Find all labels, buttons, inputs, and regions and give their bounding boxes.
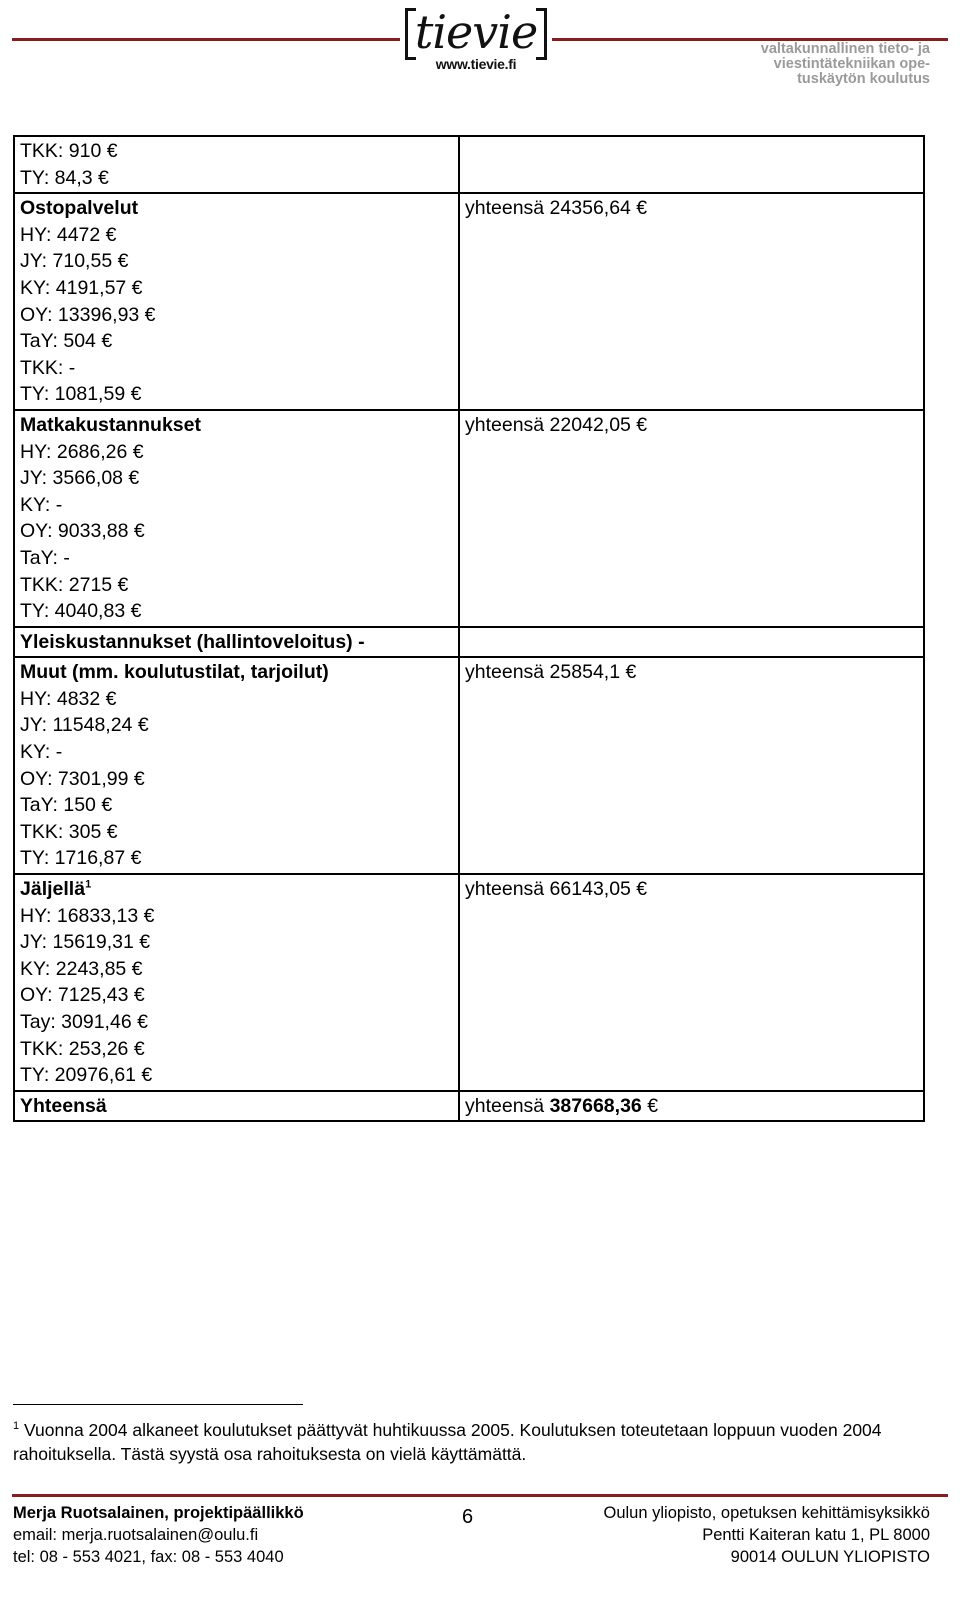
footer-address xyxy=(604,1502,931,1568)
total-value-cell: yhteensä 387668,36 € xyxy=(459,1091,924,1122)
cell-left: Muut (mm. koulutustilat, tarjoilut) HY: 4832 € JY: 11548,24 € KY: - OY: 7301,99 € TaY: 150 € TKK: 305 € TY: 1716,87 € xyxy=(14,657,459,874)
cell-right xyxy=(459,627,924,658)
cell-right: yhteensä 66143,05 € xyxy=(459,874,924,1091)
table-row xyxy=(14,874,924,1091)
page-number: 6 xyxy=(462,1506,474,1528)
cell-right: yhteensä 22042,05 € xyxy=(459,410,924,627)
footer-org: Oulun yliopisto, opetuksen kehittämisyksikkö xyxy=(603,1504,930,1522)
budget-table xyxy=(13,135,925,1122)
footer-street: Pentti Kaiteran katu 1, PL 8000 xyxy=(702,1526,930,1544)
logo-url[interactable]: www.tievie.fi xyxy=(435,56,517,72)
row-heading: Yleiskustannukset (hallintoveloitus) - xyxy=(20,630,365,653)
table-row xyxy=(14,627,924,658)
table-row xyxy=(14,657,924,874)
footer-name: Merja Ruotsalainen, projektipäällikkö xyxy=(13,1504,304,1522)
tievie-logo[interactable] xyxy=(400,6,552,72)
table-row xyxy=(14,410,924,627)
footnote-mark: 1 xyxy=(13,1420,20,1433)
footer-contact xyxy=(13,1502,304,1568)
footnote-ref[interactable]: 1 xyxy=(85,878,92,891)
cell-left: Matkakustannukset HY: 2686,26 € JY: 3566,08 € KY: - OY: 9033,88 € TaY: - TKK: 2715 € TY: 4040,83 € xyxy=(14,410,459,627)
row-heading: Muut (mm. koulutustilat, tarjoilut) xyxy=(20,661,329,684)
footnote xyxy=(13,1418,929,1466)
cell-right: yhteensä 25854,1 € xyxy=(459,657,924,874)
cell-right xyxy=(459,136,924,193)
footer-city: 90014 OULUN YLIOPISTO xyxy=(730,1548,930,1566)
footer-phone: tel: 08 - 553 4021, fax: 08 - 553 4040 xyxy=(13,1548,284,1566)
row-heading: Jäljellä$^1$ xyxy=(20,878,92,901)
cell-left: Jäljellä$^1$ HY: 16833,13 € JY: 15619,31 € KY: 2243,85 € OY: 7125,43 € Tay: 3091,46 € TKK: 253,26 € TY: 20976,61 € xyxy=(14,874,459,1091)
logo-wordmark: tievie xyxy=(405,6,547,58)
row-heading: Matkakustannukset xyxy=(20,413,201,436)
footer-rule xyxy=(12,1494,948,1497)
cell-right: yhteensä 24356,64 € xyxy=(459,193,924,410)
cell-left xyxy=(14,627,459,658)
table-row xyxy=(14,193,924,410)
header-rule-left xyxy=(12,38,400,41)
cell-left: TKK: 910 € TY: 84,3 € xyxy=(14,136,459,193)
header-tagline: valtakunnallinen tieto- ja viestintätekniikan ope- tuskäytön koulutus xyxy=(760,41,930,87)
total-label: Yhteensä xyxy=(14,1091,459,1122)
footer-email[interactable]: email: merja.ruotsalainen@oulu.fi xyxy=(13,1526,259,1544)
total-row xyxy=(14,1091,924,1122)
cell-left: Ostopalvelut HY: 4472 € JY: 710,55 € KY: 4191,57 € OY: 13396,93 € TaY: 504 € TKK: - TY: 1081,59 € xyxy=(14,193,459,410)
footnote-text: Vuonna 2004 alkaneet koulutukset päättyvät huhtikuussa 2005. Koulutuksen toteutetaan loppuun vuoden 2004 rahoituksella. Tästä syystä osa rahoituksesta on vielä käyttämättä. xyxy=(13,1420,882,1464)
row-heading: Ostopalvelut xyxy=(20,197,139,220)
total-value: 387668,36 xyxy=(549,1094,642,1117)
footnote-rule xyxy=(13,1404,303,1405)
table-row xyxy=(14,136,924,193)
